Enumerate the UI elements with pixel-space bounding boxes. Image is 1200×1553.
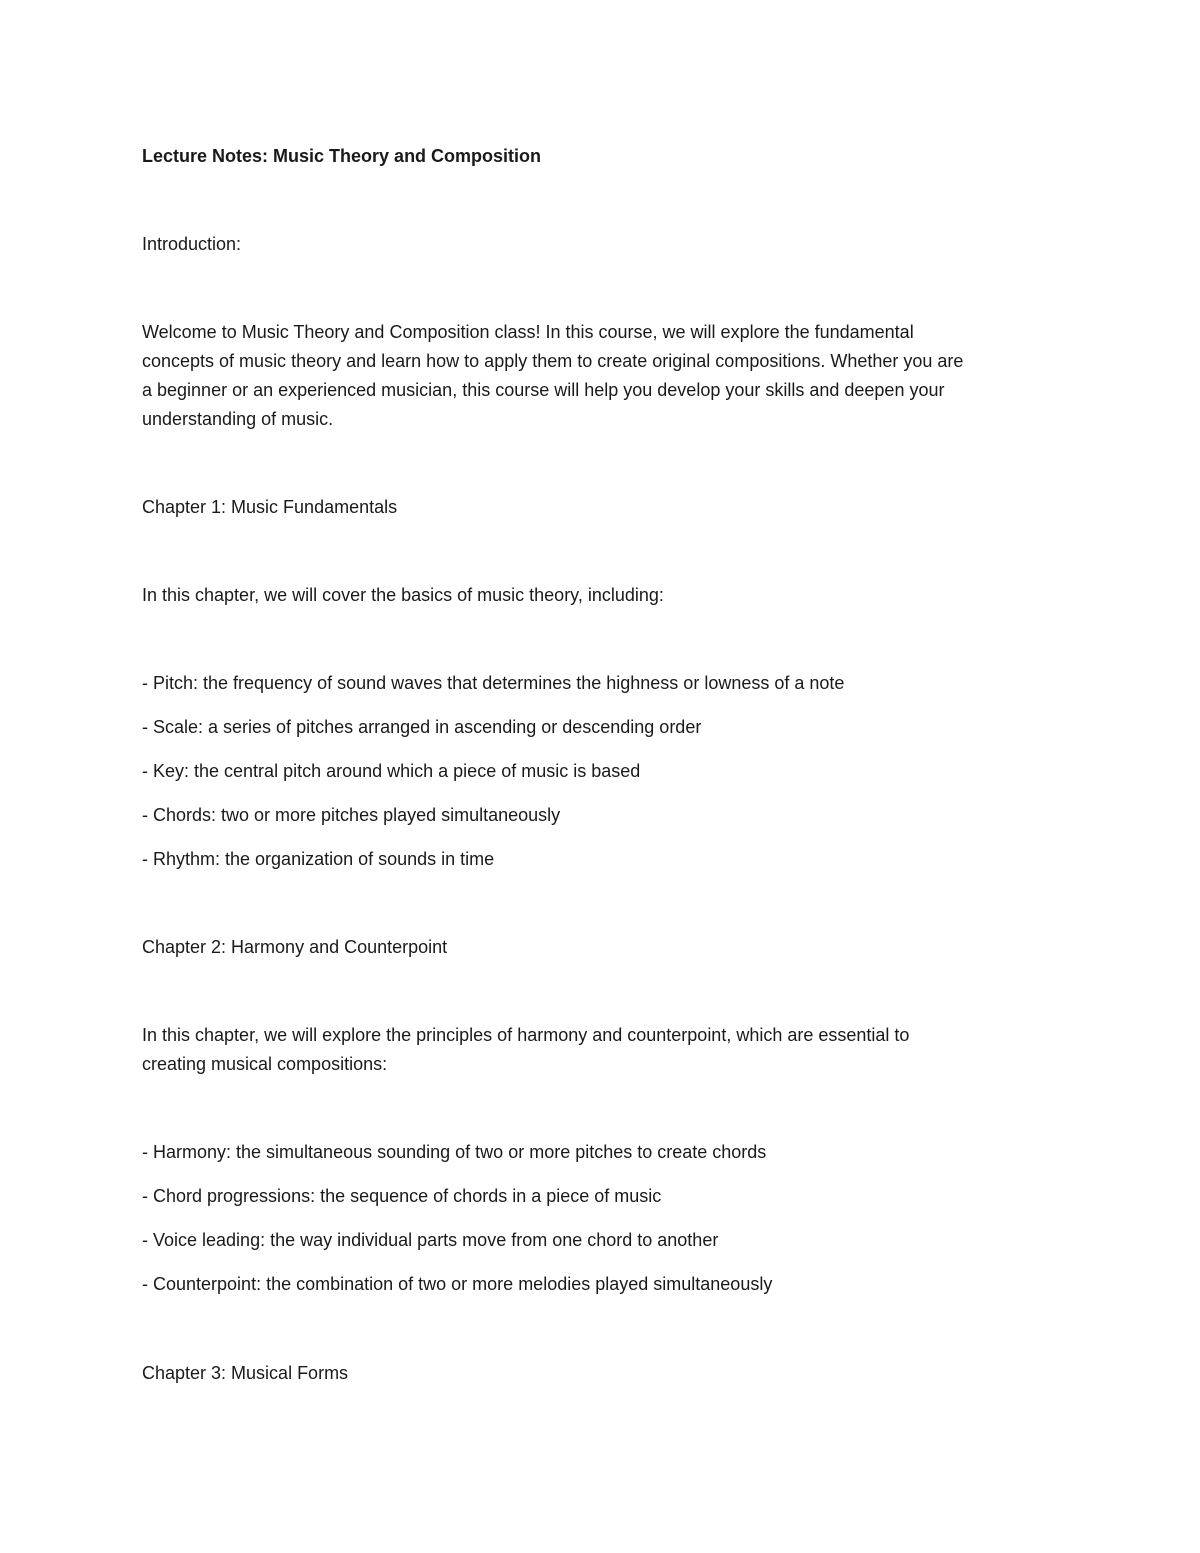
introduction-heading: Introduction: xyxy=(142,234,242,254)
chapter3-heading: Chapter 3: Musical Forms xyxy=(142,1363,349,1383)
paragraph-line: concepts of music theory and learn how to apply them to create original compositions. Whether you are xyxy=(142,351,964,371)
introduction-paragraph xyxy=(142,318,1062,434)
chapter1-heading: Chapter 1: Music Fundamentals xyxy=(142,497,398,517)
paragraph-line: In this chapter, we will explore the principles of harmony and counterpoint, which are essential to xyxy=(142,1025,910,1045)
paragraph-line: creating musical compositions: xyxy=(142,1054,388,1074)
list-item: - Voice leading: the way individual parts move from one chord to another xyxy=(142,1230,719,1250)
document-title: Lecture Notes: Music Theory and Composition xyxy=(142,146,542,166)
list-item: - Harmony: the simultaneous sounding of two or more pitches to create chords xyxy=(142,1142,767,1162)
chapter2-heading: Chapter 2: Harmony and Counterpoint xyxy=(142,937,448,957)
list-item: - Chords: two or more pitches played simultaneously xyxy=(142,805,561,825)
paragraph-line: a beginner or an experienced musician, this course will help you develop your skills and deepen your xyxy=(142,380,945,400)
list-item: - Key: the central pitch around which a piece of music is based xyxy=(142,761,641,781)
chapter2-intro xyxy=(142,1021,1062,1079)
list-item: - Chord progressions: the sequence of chords in a piece of music xyxy=(142,1186,662,1206)
chapter1-intro: In this chapter, we will cover the basics of music theory, including: xyxy=(142,585,664,605)
list-item: - Counterpoint: the combination of two or more melodies played simultaneously xyxy=(142,1274,773,1294)
list-item: - Scale: a series of pitches arranged in ascending or descending order xyxy=(142,717,702,737)
list-item: - Rhythm: the organization of sounds in time xyxy=(142,849,495,869)
list-item: - Pitch: the frequency of sound waves that determines the highness or lowness of a note xyxy=(142,673,845,693)
paragraph-line: understanding of music. xyxy=(142,409,334,429)
paragraph-line: Welcome to Music Theory and Composition class! In this course, we will explore the fundamental xyxy=(142,322,914,342)
